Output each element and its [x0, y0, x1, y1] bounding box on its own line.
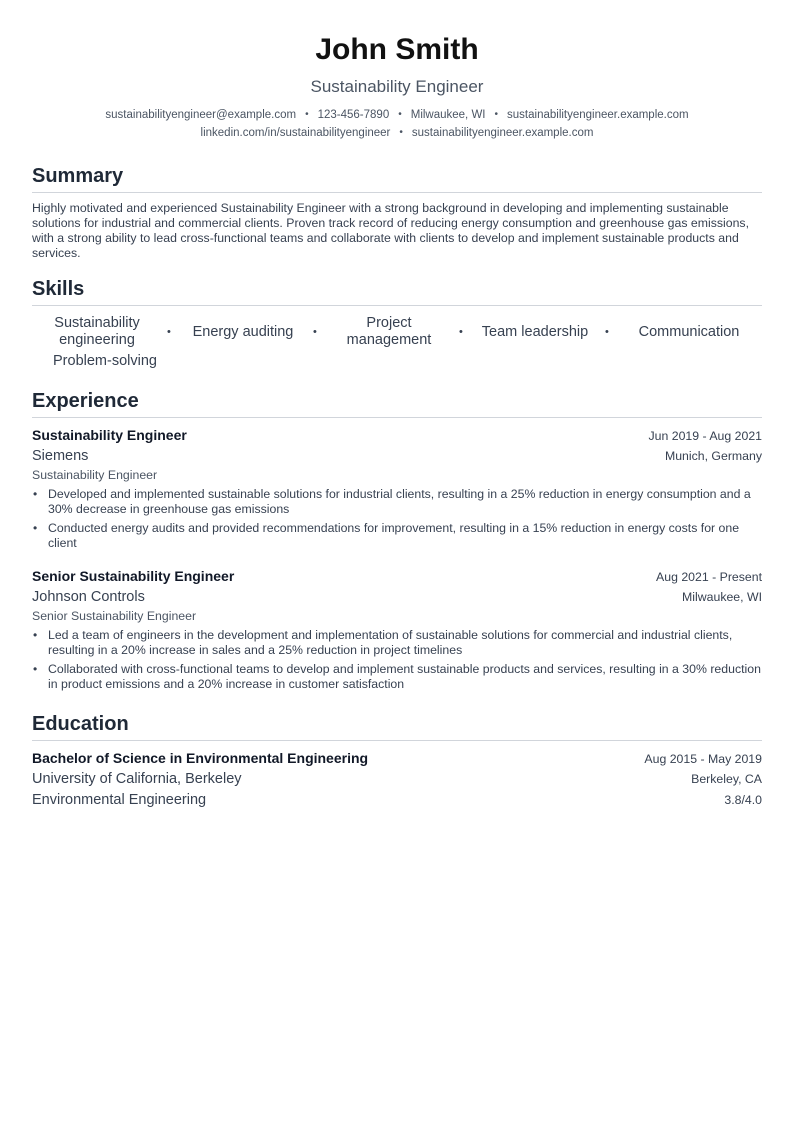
- job-company-row: [32, 448, 762, 464]
- skill-item: Energy auditing: [192, 324, 294, 340]
- job-title: Sustainability Engineer: [32, 427, 187, 443]
- candidate-name: John Smith: [315, 33, 479, 66]
- contact-line-1: [32, 107, 762, 123]
- bullet-text: Conducted energy audits and provided recommendations for improvement, resulting in a 15% reduction in energy costs for one client: [48, 521, 740, 550]
- separator-dot: •: [399, 127, 403, 138]
- experience-section-title: Experience: [32, 389, 762, 418]
- summary-section-title: Summary: [32, 164, 762, 193]
- job-dates: Jun 2019 - Aug 2021: [648, 429, 762, 443]
- job-role: Sustainability Engineer: [32, 468, 158, 482]
- skill-item: Communication: [638, 324, 740, 340]
- bullet-dot: •: [33, 662, 38, 676]
- separator-dot: •: [494, 109, 499, 120]
- job-bullet: [32, 662, 762, 692]
- skill-item: Sustainability engineering: [54, 315, 140, 348]
- contact-location: Milwaukee, WI: [410, 109, 486, 121]
- job-location: Munich, Germany: [664, 449, 762, 463]
- job-role-row: [32, 468, 762, 482]
- job-company: Johnson Controls: [32, 589, 145, 605]
- education-gpa: 3.8/4.0: [724, 793, 762, 807]
- education-location: Berkeley, CA: [691, 772, 762, 786]
- bullet-text: Led a team of engineers in the development and implementation of sustainable solutions for commercial and industrial clients, resulting in a 20% increase in sales and a 25% reduction in project timelines: [48, 628, 733, 657]
- contact-line-2: [32, 125, 762, 141]
- contact-website-2[interactable]: sustainabilityengineer.example.com: [411, 127, 594, 139]
- education-degree-row: [32, 750, 762, 766]
- job-dates: Aug 2021 - Present: [656, 570, 762, 584]
- job-title: Senior Sustainability Engineer: [32, 568, 235, 584]
- job-header-row: [32, 427, 762, 443]
- bullet-dot: •: [33, 628, 38, 642]
- job-bullet: [32, 628, 762, 658]
- contact-email[interactable]: sustainabilityengineer@example.com: [105, 109, 297, 121]
- skills-section-title: Skills: [32, 277, 762, 306]
- separator-dot: •: [459, 326, 463, 338]
- job-header-row: [32, 568, 762, 584]
- education-field-row: [32, 792, 762, 808]
- job-role: Senior Sustainability Engineer: [32, 609, 197, 623]
- education-school: University of California, Berkeley: [32, 771, 242, 787]
- education-section-title: Education: [32, 712, 762, 741]
- education-degree: Bachelor of Science in Environmental Engineering: [32, 750, 369, 766]
- skill-item: Problem-solving: [53, 353, 157, 369]
- education-school-row: [32, 771, 762, 787]
- job-company-row: [32, 589, 762, 605]
- separator-dot: •: [605, 326, 609, 338]
- separator-dot: •: [398, 109, 402, 120]
- bullet-text: Collaborated with cross-functional teams to develop and implement sustainable products and services, resulting in a 30% reduction in product emissions and a 20% increase in customer satisfaction: [48, 662, 761, 691]
- contact-phone[interactable]: 123-456-7890: [317, 109, 390, 121]
- skill-item: Project management: [346, 315, 432, 348]
- bullet-dot: •: [33, 521, 38, 535]
- job-bullet: [32, 521, 762, 551]
- contact-website[interactable]: sustainabilityengineer.example.com: [507, 109, 689, 121]
- separator-dot: •: [305, 109, 309, 120]
- job-role-row: [32, 609, 762, 623]
- separator-dot: •: [167, 326, 171, 338]
- candidate-headline: Sustainability Engineer: [310, 77, 484, 96]
- bullet-text: Developed and implemented sustainable solutions for industrial clients, resulting in a 25% reduction in energy consumption and a 30% decrease in greenhouse gas emissions: [48, 487, 751, 516]
- job-bullet: [32, 487, 762, 517]
- separator-dot: •: [313, 326, 317, 338]
- contact-linkedin[interactable]: linkedin.com/in/sustainabilityengineer: [200, 127, 391, 139]
- bullet-dot: •: [33, 487, 38, 501]
- summary-text: Highly motivated and experienced Sustainability Engineer with a strong background in developing and implementing sustainable solutions for industrial and commercial clients. Proven track record of reducing energy consumption and greenhouse gas emissions, with a strong ability to lead cross-functional teams and collaborate with clients to develop and implement sustainable products and services.: [32, 201, 750, 260]
- job-company: Siemens: [32, 448, 89, 464]
- skill-item: Team leadership: [481, 324, 589, 340]
- education-field: Environmental Engineering: [32, 792, 207, 808]
- education-dates: Aug 2015 - May 2019: [644, 752, 762, 766]
- job-location: Milwaukee, WI: [682, 590, 762, 604]
